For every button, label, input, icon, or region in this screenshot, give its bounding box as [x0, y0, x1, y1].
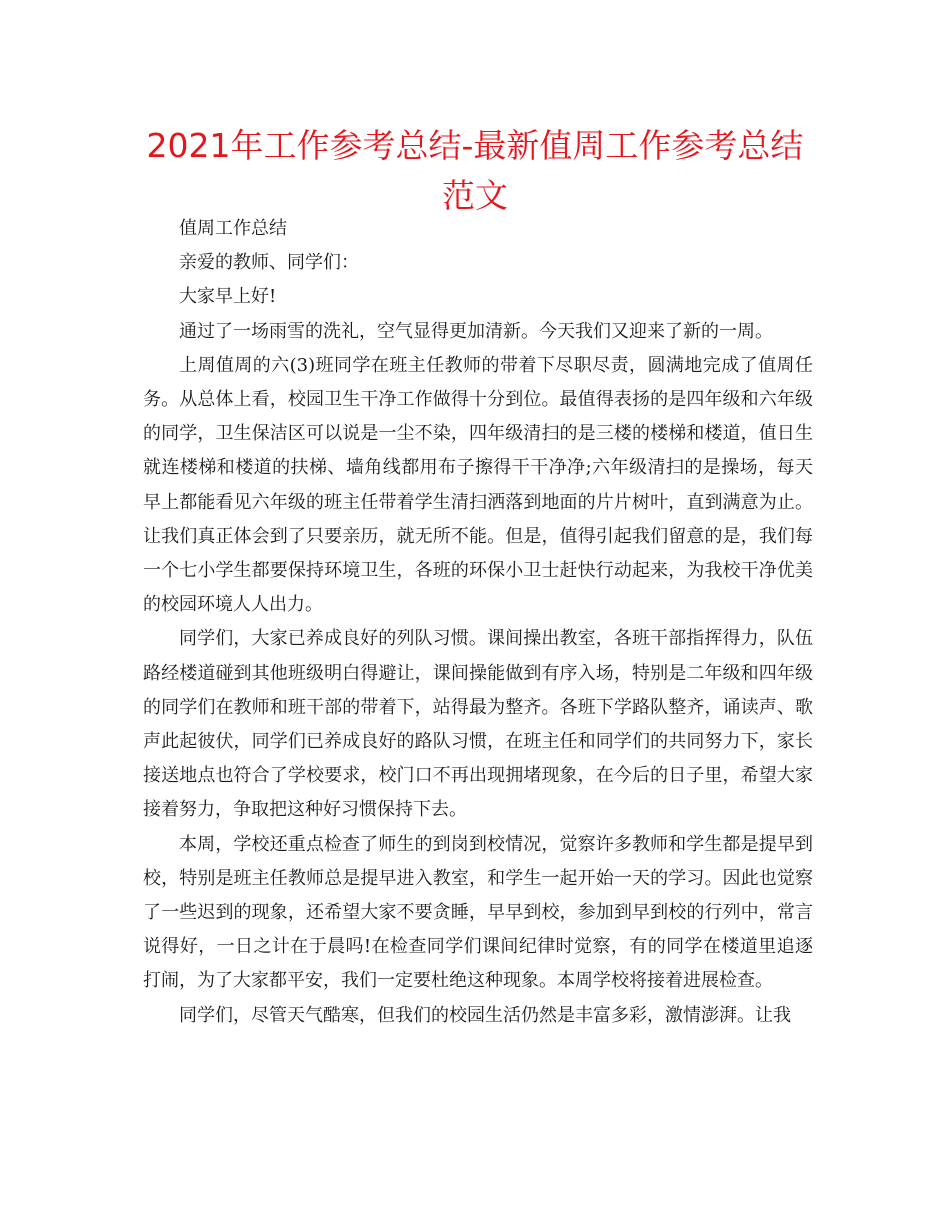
section-heading: 值周工作总结: [179, 218, 287, 239]
body-paragraph: 上周值周的六(3)班同学在班主任教师的带着下尽职尽责，圆满地完成了值周任务。从总体上看，校园卫生干净工作做得十分到位。最值得表扬的是四年级和六年级的同学，卫生保洁区可以说是一尘不染，四年级清扫的是三楼的楼梯和楼道，值日生就连楼梯和楼道的扶梯、墙角线都用布子擦得干干净净;六年级清扫的是操场，每天早上都能看见六年级的班主任带着学生清扫洒落到地面的片片树叶，直到满意为止。让我们真正体会到了只要亲历，就无所不能。但是，值得引起我们留意的是，我们每一个七小学生都要保持环境卫生，各班的环保小卫士赶快行动起来，为我校干净优美的校园环境人人出力。: [143, 354, 813, 616]
body-paragraph: 本周，学校还重点检查了师生的到岗到校情况，觉察许多教师和学生都是提早到校，特别是班主任教师总是提早进入教室，和学生一起开始一天的学习。因此也觉察了一些迟到的现象，还希望大家不要贪睡，早早到校，参加到早到校的行列中，常言说得好，一日之计在于晨吗!在检查同学们课间纪律时觉察，有的同学在楼道里追逐打闹，为了大家都平安，我们一定要杜绝这种现象。本周学校将接着进展检查。: [143, 833, 813, 992]
body-paragraph: 同学们，大家已养成良好的列队习惯。课间操出教室，各班干部指挥得力，队伍路经楼道碰到其他班级明白得避让，课间操能做到有序入场，特别是二年级和四年级的同学们在教师和班干部的带着下，站得最为整齐。各班下学路队整齐，诵读声、歌声此起彼伏，同学们已养成良好的路队习惯，在班主任和同学们的共同努力下，家长接送地点也符合了学校要求，校门口不再出现拥堵现象，在今后的日子里，希望大家接着努力，争取把这种好习惯保持下去。: [143, 628, 813, 821]
document-title: 2021年工作参考总结-最新值周工作参考总结范文: [146, 126, 804, 215]
body-paragraph: 同学们，尽管天气酷寒，但我们的校园生活仍然是丰富多彩，激情澎湃。让我: [179, 1004, 791, 1026]
body-paragraph: 通过了一场雨雪的洗礼，空气显得更加清新。今天我们又迎来了新的一周。: [179, 320, 773, 342]
greeting: 大家早上好!: [179, 286, 277, 308]
salutation: 亲爱的教师、同学们：: [179, 252, 359, 274]
document-body: [143, 212, 813, 1033]
